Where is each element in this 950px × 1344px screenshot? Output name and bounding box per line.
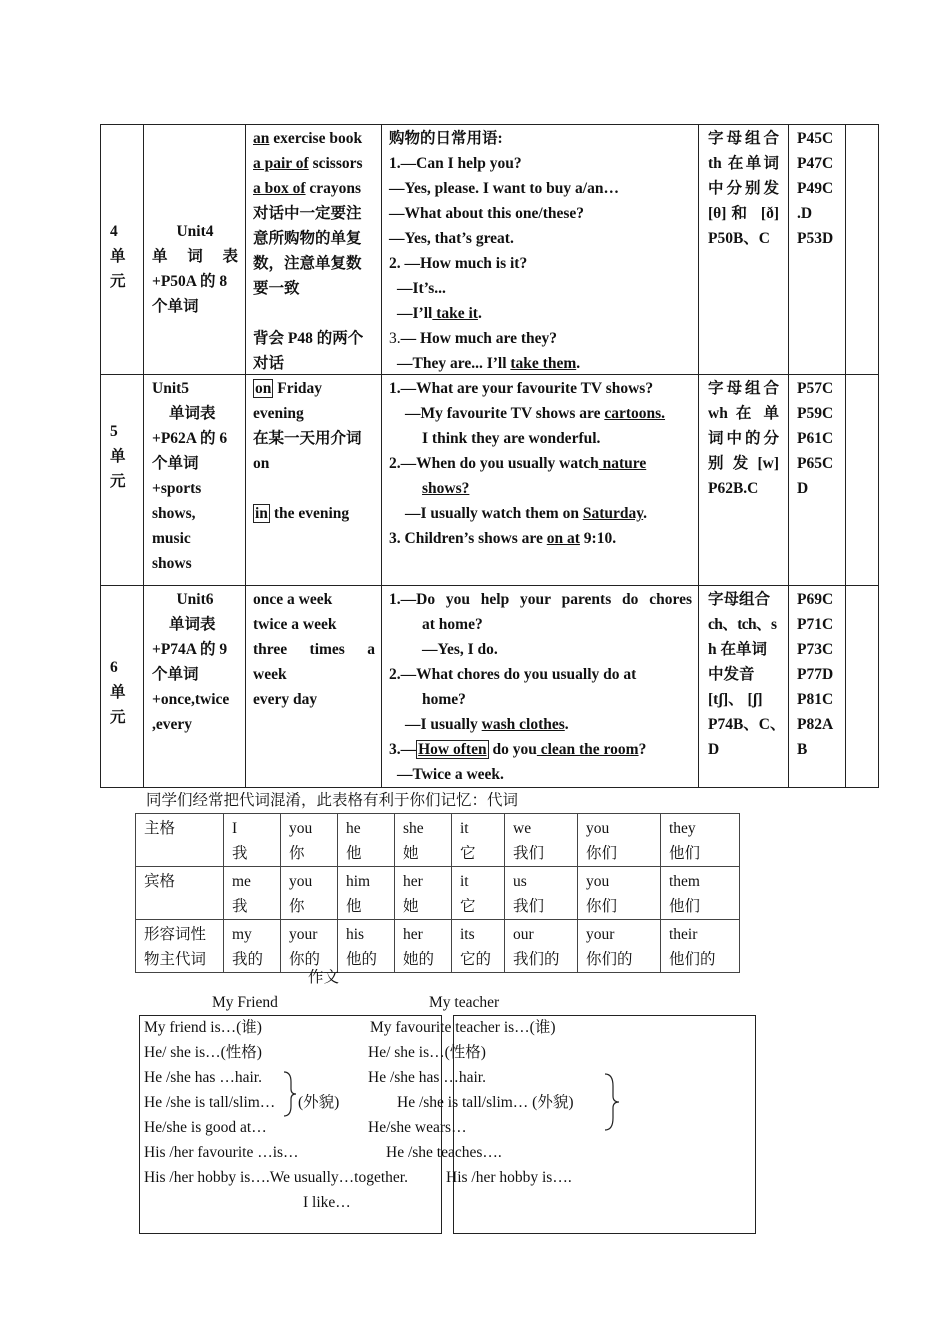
dialog-text: — How much are they? [400,330,558,347]
unit-words [145,585,245,739]
dialog-underlined: cartoons. [604,405,666,422]
pronoun-zh: 我的 [232,951,264,968]
pronoun-en: you [289,873,313,890]
unit-pages [790,124,845,253]
phrase-line: evening [253,405,304,422]
dialog-underlined: Saturday [582,505,644,522]
page-ref: P69C [797,591,834,608]
phonics-line: P74B、C、 [708,716,786,733]
spacer [253,301,375,326]
dialog-underlined: take them [510,355,577,372]
phrase-line: twice a week [253,616,337,633]
phrase-line: week [253,666,287,683]
word-list-line: 单 词 表 [152,248,238,265]
phonics-line: 字母组合 [708,591,771,608]
friend-line: I like… [303,1194,351,1211]
pronoun-row-subject [136,814,740,867]
pronoun-zh: 你的 [289,951,321,968]
phrase-rest: scissors [308,155,363,172]
dialog-text: —They are... I’ll [397,355,511,372]
unit-label-char: 单 [110,248,126,265]
unit-label-char: 元 [110,273,126,290]
phonics-line: 中分别发 [708,180,779,197]
pronoun-cell [661,867,740,920]
dialog-line [389,712,692,737]
pronoun-en: you [586,820,610,837]
table-col-divider [381,124,382,788]
pronoun-intro: 同学们经常把代词混淆，此表格有利于你们记忆：代词 [146,792,519,809]
pronoun-en: it [460,820,469,837]
dialog-text: . [564,716,569,733]
dialog-text: —I usually watch them on [405,505,583,522]
row-label-text: 宾格 [144,873,176,890]
friend-appearance-label: (外貌) [298,1094,340,1111]
phrase-line [253,151,375,176]
page-ref: P45C [797,130,834,147]
pronoun-en: me [232,873,251,890]
note-line: on [253,455,270,472]
unit-words [145,217,245,321]
pronoun-cell [505,920,578,973]
unit-title: Unit4 [176,223,214,240]
dialog-line [389,401,692,426]
pronoun-en: your [586,926,615,943]
pronoun-zh: 你们 [586,898,618,915]
pronoun-en: us [513,873,527,890]
phonics-line: [θ]和 [ð] [708,205,779,222]
pronoun-zh: 它的 [460,951,492,968]
word-list-line: +once,twice [152,691,230,708]
word-list-line: +P74A 的 9 [152,641,228,658]
dialog-boxed: How often [418,741,487,758]
pronoun-en: their [669,926,698,943]
unit-label-char: 5 [110,423,118,440]
pronoun-en: our [513,926,534,943]
pronoun-en: he [346,820,361,837]
unit-pages [790,585,845,764]
dialog-line [389,351,692,376]
pronoun-zh: 你 [289,898,305,915]
pronoun-cell [452,920,505,973]
table-border-left [100,124,101,788]
phonics-line: 中发音 [708,666,755,683]
dialog-underlined: clean the room [536,741,639,758]
pronoun-cell [338,867,395,920]
dialog-text: 2.—When do you usually watch [389,455,599,472]
phrase-line: every day [253,691,318,708]
unit-label-char: 4 [110,223,118,240]
phrase-line [253,126,375,151]
unit-label-char: 6 [110,659,118,676]
pronoun-en: she [403,820,424,837]
unit-label [104,655,140,730]
pronoun-cell [281,867,338,920]
phonics-line: 字母组合 [708,380,779,397]
pronoun-row-object [136,867,740,920]
dialog-line: shows? [422,480,470,497]
pronoun-cell [578,920,661,973]
table-col-divider [698,124,699,788]
dialog-text: . [576,355,581,372]
pronoun-en: her [403,926,423,943]
pronoun-table [135,813,740,973]
friend-title: My Friend [212,994,278,1011]
dialog-line: —What about this one/these? [389,205,585,222]
dialog-text: . [643,505,648,522]
dialog-underlined: wash clothes [481,716,565,733]
dialog-line: —Twice a week. [397,766,504,783]
row-label [136,867,224,920]
dialog-text: 9:10. [579,530,617,547]
pronoun-en: we [513,820,532,837]
note-line: 对话中一定要注 [253,205,362,222]
phonics-line: 词中的分 [708,430,779,447]
preposition-box: on [255,380,272,397]
page-ref: P47C [797,155,834,172]
pronoun-en: him [346,873,371,890]
phrase-rest: the evening [269,505,350,522]
phonics-line: 别 发 [w] [708,455,779,472]
phrase-rest: exercise book [269,130,363,147]
unit-words [145,374,245,578]
unit-label-char: 单 [110,684,126,701]
word-list-line: ,every [152,716,193,733]
table-border-right [878,124,879,788]
dialog-line: —Yes, that’s great. [389,230,514,247]
phrase-rest: crayons [305,180,362,197]
dialog-text: 3. Children’s shows are [389,530,547,547]
dialog-number: 3. [389,330,401,347]
phrase-line [253,176,375,201]
pronoun-cell [505,867,578,920]
phonics-line: P62B.C [708,480,759,497]
page-ref: P53D [797,230,834,247]
dialog-text: 3.— [389,741,417,758]
phonics-line: P50B、C [708,230,771,247]
pronoun-en: his [346,926,365,943]
pronoun-zh: 她 [403,845,419,862]
dialog-line: 2. —How much is it? [389,255,528,272]
teacher-line: He /she is tall/slim… (外貌) [397,1094,574,1111]
pronoun-zh: 我 [232,898,248,915]
pronoun-cell [224,867,281,920]
dialog-text: . [477,305,482,322]
teacher-line: He /she teaches…. [386,1144,502,1161]
note-line: 背会 P48 的两个 [253,330,364,347]
page-ref: B [797,741,808,758]
pronoun-zh: 他的 [346,951,378,968]
unit-pages [790,374,845,503]
dialog-line [389,451,692,476]
phonics-line: th 在单词 [708,155,779,172]
dialog-line [389,501,692,526]
word-list-line: shows, [152,505,196,522]
unit-phonics [700,585,786,764]
composition-title: 作文 [308,969,340,986]
page-ref: P71C [797,616,834,633]
row-label [136,814,224,867]
note-line: 数，注意单复数 [253,255,362,272]
teacher-line: He /she has …hair. [368,1069,486,1086]
friend-line: My friend is…(谁) [144,1019,262,1036]
row-label-text: 物主代词 [144,951,207,968]
friend-line: His /her favourite …is… [144,1144,299,1161]
word-list-line: music [152,530,191,547]
phrase-line [253,376,375,401]
word-list-line: shows [152,555,192,572]
phrase-line: three times a [253,641,375,658]
word-list-line: 个单词 [152,455,199,472]
page-ref: P81C [797,691,834,708]
table-col-divider [788,124,789,788]
phrase-key: an [253,130,270,147]
dialog-text: —I usually [405,716,482,733]
pronoun-cell [661,814,740,867]
note-line: 要一致 [253,280,300,297]
unit-phrases [247,585,381,714]
dialog-heading: 购物的日常用语: [389,130,503,147]
unit-label [104,419,140,494]
friend-line: He /she has …hair. [144,1069,262,1086]
pronoun-cell [395,867,452,920]
note-line: 对话 [253,355,285,372]
teacher-title: My teacher [429,994,500,1011]
pronoun-en: her [403,873,423,890]
table-col-divider [845,124,846,788]
dialog-text: do you [488,741,537,758]
phonics-line: h 在单词 [708,641,767,658]
dialog-text: ? [638,741,647,758]
unit-label-char: 元 [110,709,126,726]
unit-label-char: 元 [110,473,126,490]
dialog-line [389,301,692,326]
pronoun-zh: 她 [403,898,419,915]
pronoun-en: my [232,926,252,943]
page-ref: P57C [797,380,834,397]
phonics-line: ch、tch、s [708,616,777,633]
friend-line: He /she is tall/slim… [144,1094,276,1111]
pronoun-zh: 它 [460,898,476,915]
unit-phonics [700,124,786,253]
dialog-line: 1.—Can I help you? [389,155,522,172]
pronoun-zh: 他们的 [669,951,716,968]
pronoun-cell [505,814,578,867]
page-ref: D [797,480,809,497]
right-brace-icon [603,1072,621,1132]
dialog-line: —Yes, I do. [422,641,498,658]
dialog-line: at home? [422,616,483,633]
pronoun-en: you [289,820,313,837]
page-ref: P73C [797,641,834,658]
teacher-line: He/she wears… [368,1119,467,1136]
unit-phonics [700,374,786,503]
pronoun-en: your [289,926,318,943]
pronoun-row-possessive [136,920,740,973]
phonics-line: 字母组合 [708,130,779,147]
unit-label [104,219,140,294]
pronoun-cell [338,814,395,867]
note-line: 在某一天用介词 [253,430,362,447]
word-list-line: 个单词 [152,298,199,315]
row-label [136,920,224,973]
dialog-underlined: nature [598,455,647,472]
pronoun-zh: 我们 [513,845,545,862]
teacher-line: My favourite teacher is…(谁) [370,1019,556,1036]
friend-line: His /her hobby is….We usually…together. [144,1169,408,1186]
friend-line: He/ she is…(性格) [144,1044,262,1061]
unit-dialog [383,374,698,553]
dialog-line: —Yes, please. I want to buy a/an… [389,180,619,197]
page-ref: P77D [797,666,834,683]
pronoun-en: it [460,873,469,890]
pronoun-zh: 你们的 [586,951,633,968]
pronoun-cell [338,920,395,973]
table-col-divider [143,124,144,788]
note-line: 意所购物的单复 [253,230,362,247]
unit-phrases [247,374,381,528]
unit-title: Unit6 [176,591,214,608]
pronoun-cell [578,814,661,867]
pronoun-zh: 我 [232,845,248,862]
unit-dialog [383,585,698,789]
phonics-line: [tʃ]、 [ʃ] [708,691,763,708]
dialog-line: —It’s... [397,280,446,297]
page-ref: P82A [797,716,834,733]
pronoun-cell [224,920,281,973]
preposition-box: in [255,505,268,522]
page-ref: P61C [797,430,834,447]
pronoun-cell [224,814,281,867]
pronoun-cell [395,920,452,973]
dialog-line: 1.—Do you help your parents do chores [389,591,692,608]
page-ref: .D [797,205,813,222]
dialog-line [389,737,692,762]
spacer [253,476,375,501]
row-label-text: 主格 [144,820,176,837]
pronoun-zh: 我们 [513,898,545,915]
unit-phrases [247,124,381,378]
page-ref: P49C [797,180,834,197]
dialog-line: home? [422,691,466,708]
phrase-line: once a week [253,591,333,608]
dialog-line: 2.—What chores do you usually do at [389,666,637,683]
pronoun-zh: 他们 [669,898,701,915]
pronoun-zh: 他们 [669,845,701,862]
pronoun-en: its [460,926,475,943]
row-label-text: 形容词性 [144,926,207,943]
phonics-line: D [708,741,720,758]
pronoun-cell [395,814,452,867]
pronoun-cell [281,814,338,867]
teacher-line: He/ she is…(性格) [368,1044,486,1061]
unit-dialog [383,124,698,378]
word-list-line: 个单词 [152,666,199,683]
pronoun-zh: 它 [460,845,476,862]
dialog-underlined: take it [432,305,478,322]
dialog-line: 1.—What are your favourite TV shows? [389,380,654,397]
pronoun-zh: 他 [346,898,362,915]
phrase-rest: Friday [273,380,323,397]
page-ref: P65C [797,455,834,472]
pronoun-zh: 他 [346,845,362,862]
pronoun-zh: 你 [289,845,305,862]
dialog-underlined: on at [546,530,580,547]
phonics-line: wh 在 单 [708,405,779,422]
pronoun-cell [661,920,740,973]
pronoun-en: them [669,873,700,890]
pronoun-zh: 我们的 [513,951,560,968]
word-list-line: +sports [152,480,202,497]
pronoun-en: I [232,820,238,837]
right-brace-icon [282,1070,298,1118]
word-list-line: +P62A 的 6 [152,430,228,447]
phrase-line [253,501,375,526]
phrase-key: a pair of [253,155,309,172]
unit-label-char: 单 [110,448,126,465]
friend-line: He/she is good at… [144,1119,267,1136]
dialog-line: I think they are wonderful. [422,430,601,447]
dialog-line [389,326,692,351]
dialog-line [389,526,692,551]
teacher-line: His /her hobby is…. [446,1169,572,1186]
pronoun-en: they [669,820,696,837]
pronoun-zh: 你们 [586,845,618,862]
pronoun-zh: 她的 [403,951,435,968]
table-col-divider [245,124,246,788]
dialog-text: —My favourite TV shows are [405,405,605,422]
unit-title: Unit5 [152,380,190,397]
pronoun-cell [452,867,505,920]
phrase-key: a box of [253,180,306,197]
pronoun-cell [452,814,505,867]
word-list-line: 单词表 [169,405,216,422]
dialog-text: —I’ll [397,305,433,322]
pronoun-cell [578,867,661,920]
word-list-line: +P50A 的 8 [152,273,228,290]
page-ref: P59C [797,405,834,422]
pronoun-en: you [586,873,610,890]
word-list-line: 单词表 [169,616,216,633]
